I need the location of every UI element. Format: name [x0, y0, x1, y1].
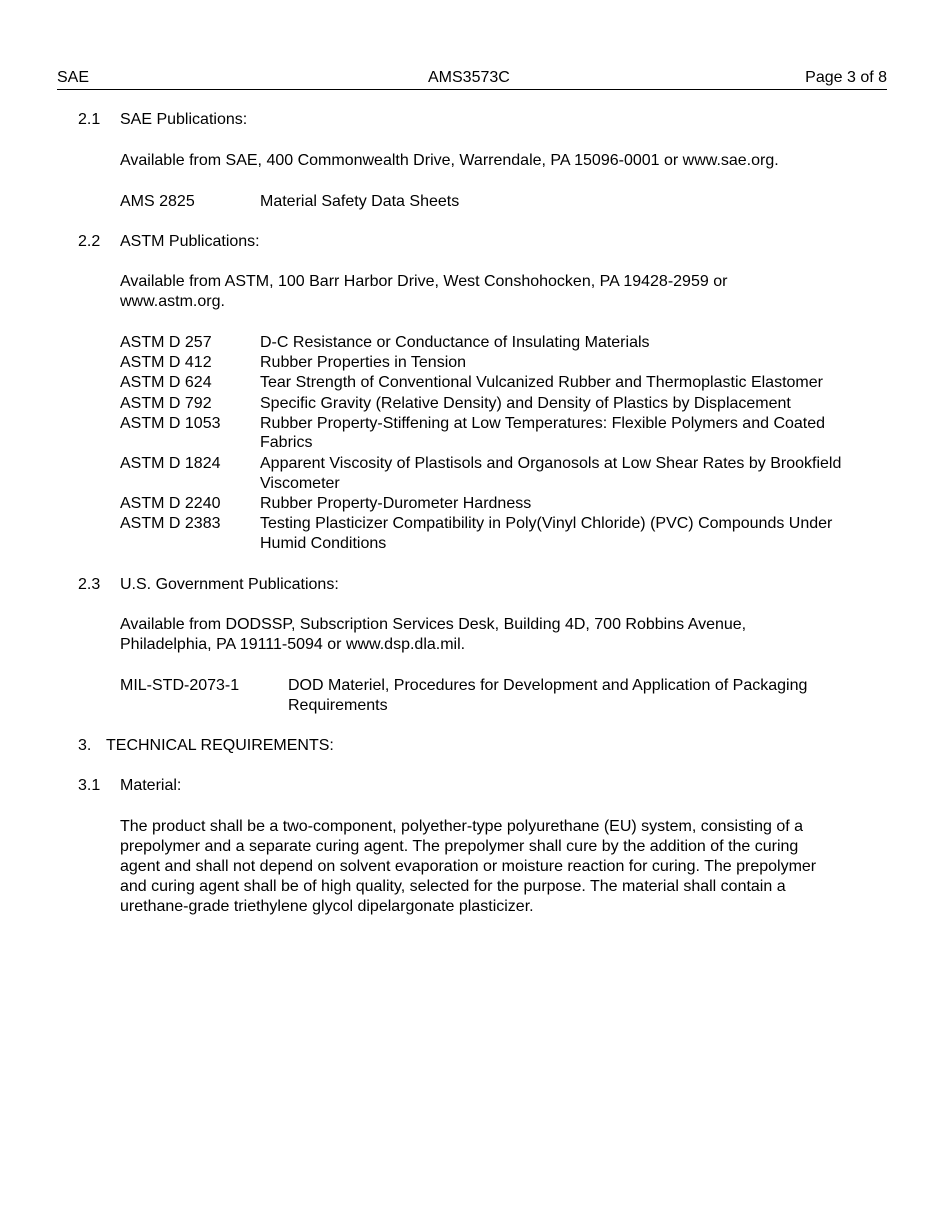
ref-title: D-C Resistance or Conductance of Insulating Materials: [260, 334, 650, 351]
ref-title: Material Safety Data Sheets: [260, 193, 460, 210]
section-3-number: 3.: [78, 737, 92, 754]
ref-title-line: Requirements: [288, 697, 388, 714]
material-paragraph-line: urethane-grade triethylene glycol dipelargonate plasticizer.: [120, 898, 534, 915]
ref-title-line: Viscometer: [260, 475, 340, 492]
page-header: [57, 68, 887, 90]
ref-title-line: Apparent Viscosity of Plastisols and Organosols at Low Shear Rates by Brookfield: [260, 455, 842, 472]
ref-code: AMS 2825: [120, 193, 195, 210]
header-page-number: Page 3 of 8: [805, 69, 887, 86]
section-2-2-number: 2.2: [78, 233, 101, 250]
section-3-1-title: Material:: [120, 777, 182, 794]
material-paragraph-line: agent and shall not depend on solvent evaporation or moisture reaction for curing. The prepolymer: [120, 858, 817, 875]
material-paragraph-line: and curing agent shall be of high quality, selected for the purpose. The material shall contain a: [120, 878, 786, 895]
material-paragraph-line: prepolymer and a separate curing agent. The prepolymer shall cure by the addition of the curing: [120, 838, 799, 855]
ref-title: Tear Strength of Conventional Vulcanized Rubber and Thermoplastic Elastomer: [260, 374, 823, 391]
section-3-title: TECHNICAL REQUIREMENTS:: [106, 737, 334, 754]
ref-title: Rubber Property-Durometer Hardness: [260, 495, 532, 512]
ref-code: ASTM D 257: [120, 334, 212, 351]
material-paragraph-line: The product shall be a two-component, polyether-type polyurethane (EU) system, consisting of a: [120, 818, 804, 835]
ref-title: Specific Gravity (Relative Density) and Density of Plastics by Displacement: [260, 395, 791, 412]
section-2-2-title: ASTM Publications:: [120, 233, 260, 250]
ref-code: ASTM D 2240: [120, 495, 221, 512]
ref-title-line: Fabrics: [260, 434, 313, 451]
ref-code: ASTM D 2383: [120, 515, 221, 532]
ref-title-line: DOD Materiel, Procedures for Development and Application of Packaging: [288, 677, 808, 694]
ref-title-line: Testing Plasticizer Compatibility in Poly(Vinyl Chloride) (PVC) Compounds Under: [260, 515, 833, 532]
section-2-3-title: U.S. Government Publications:: [120, 576, 339, 593]
section-2-2-availability-line: www.astm.org.: [120, 293, 225, 310]
ref-code: ASTM D 412: [120, 354, 212, 371]
ref-code: MIL-STD-2073-1: [120, 677, 240, 694]
ref-title-line: Rubber Property-Stiffening at Low Temperatures: Flexible Polymers and Coated: [260, 415, 826, 432]
ref-code: ASTM D 624: [120, 374, 212, 391]
section-2-3-availability-line: Philadelphia, PA 19111-5094 or www.dsp.dla.mil.: [120, 636, 466, 653]
section-2-1-number: 2.1: [78, 111, 101, 128]
section-2-3-number: 2.3: [78, 576, 101, 593]
ref-code: ASTM D 1824: [120, 455, 221, 472]
section-2-1-title: SAE Publications:: [120, 111, 248, 128]
section-3-1-number: 3.1: [78, 777, 101, 794]
ref-code: ASTM D 792: [120, 395, 212, 412]
section-2-3-availability-line: Available from DODSSP, Subscription Services Desk, Building 4D, 700 Robbins Avenue,: [120, 616, 747, 633]
section-2-1-availability: Available from SAE, 400 Commonwealth Drive, Warrendale, PA 15096-0001 or www.sae.org.: [120, 152, 779, 169]
ref-title-line: Humid Conditions: [260, 535, 387, 552]
section-2-2-availability-line: Available from ASTM, 100 Barr Harbor Drive, West Conshohocken, PA 19428-2959 or: [120, 273, 728, 290]
header-doc-id: AMS3573C: [428, 69, 510, 86]
ref-code: ASTM D 1053: [120, 415, 221, 432]
ref-title: Rubber Properties in Tension: [260, 354, 467, 371]
header-org: SAE: [57, 69, 90, 86]
